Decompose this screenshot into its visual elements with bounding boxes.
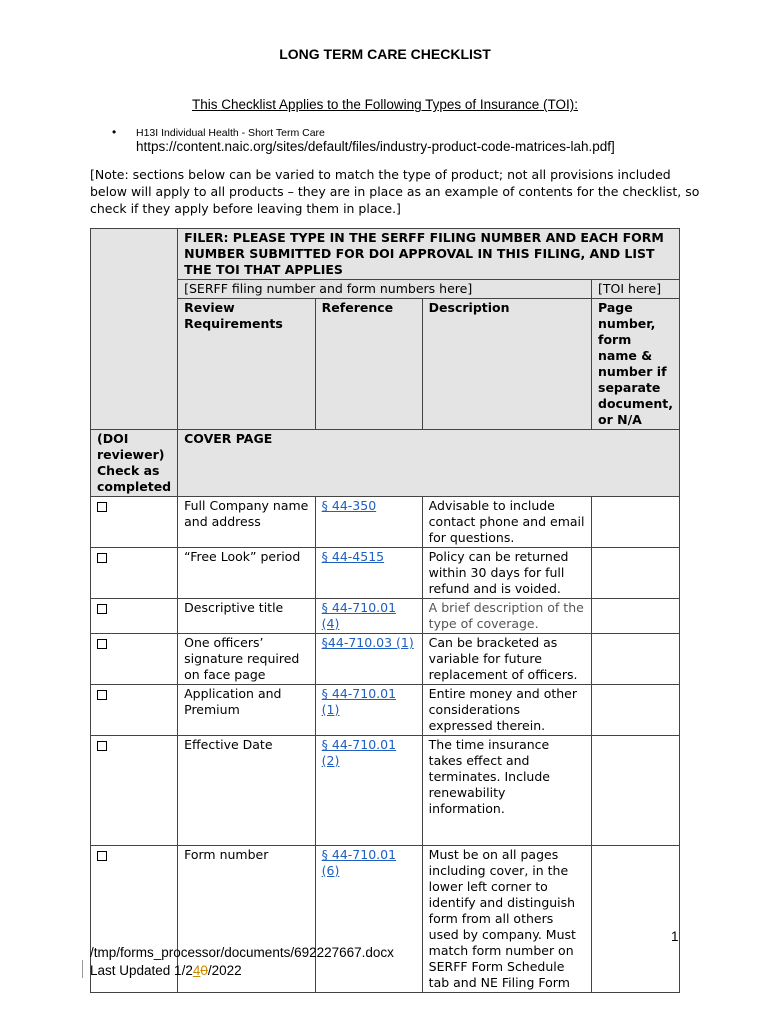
requirement-cell: “Free Look” period — [178, 548, 316, 599]
updated-prefix: Last Updated 1/2 — [90, 963, 193, 978]
toi-bullet-text: H13I Individual Health - Short Term Care — [136, 127, 325, 139]
description-cell: Can be bracketed as variable for future replacement of officers. — [422, 634, 591, 685]
page-number-cell[interactable] — [592, 736, 680, 846]
description-cell: Advisable to include contact phone and email for questions. — [422, 497, 591, 548]
page-number-cell[interactable] — [592, 548, 680, 599]
description-cell: Entire money and other considerations expressed therein. — [422, 685, 591, 736]
reference-cell — [315, 497, 422, 548]
tracked-deletion: 0 — [200, 963, 208, 978]
header-reference: Reference — [315, 299, 422, 430]
tracked-insertion: 4 — [192, 963, 201, 978]
checkbox[interactable] — [97, 690, 107, 700]
page-number-cell[interactable] — [592, 497, 680, 548]
header-description: Description — [422, 299, 591, 430]
footer — [90, 944, 394, 980]
page-number-cell[interactable] — [592, 846, 680, 993]
check-cell — [91, 599, 178, 634]
table-corner-cell — [91, 229, 178, 430]
reference-cell — [315, 736, 422, 846]
updated-suffix: /2022 — [207, 963, 242, 978]
table-row — [91, 685, 680, 736]
header-review: Review Requirements — [178, 299, 316, 430]
file-path: /tmp/forms_processor/documents/692227667.docx — [90, 945, 394, 960]
header-page: Page number, form name & number if separate document, or N/A — [592, 299, 680, 430]
reference-link[interactable]: § 44-710.01 (1) — [321, 686, 397, 717]
reference-cell — [315, 548, 422, 599]
table-row — [91, 497, 680, 548]
check-cell — [91, 497, 178, 548]
page-number-cell[interactable] — [592, 599, 680, 634]
requirement-cell: Full Company name and address — [178, 497, 316, 548]
requirement-cell: Form number — [178, 846, 316, 993]
reference-link[interactable]: §44-710.03 (1) — [321, 635, 414, 650]
page-number-cell[interactable] — [592, 634, 680, 685]
reference-cell — [315, 599, 422, 634]
requirement-cell: One officers’ signature required on face page — [178, 634, 316, 685]
filer-instruction: FILER: PLEASE TYPE IN THE SERFF FILING NUMBER AND EACH FORM NUMBER SUBMITTED FOR DOI APPROVAL IN THIS FILING, AND LIST THE TOI THAT APPLIES — [178, 229, 680, 280]
checkbox[interactable] — [97, 741, 107, 751]
toi-heading: This Checklist Applies to the Following Types of Insurance (TOI): — [192, 97, 578, 112]
last-updated — [90, 962, 394, 980]
table-row — [91, 736, 680, 846]
checklist-rows — [91, 497, 680, 993]
reference-link[interactable]: § 44-710.01 (4) — [321, 600, 397, 631]
table-row — [91, 634, 680, 685]
toi-list-item — [112, 125, 325, 139]
checkbox[interactable] — [97, 502, 107, 512]
description-cell: A brief description of the type of coverage. — [422, 599, 591, 634]
check-cell — [91, 634, 178, 685]
checkbox[interactable] — [97, 851, 107, 861]
description-cell: Policy can be returned within 30 days for full refund and is voided. — [422, 548, 591, 599]
check-cell — [91, 548, 178, 599]
table-row — [91, 548, 680, 599]
document-title: LONG TERM CARE CHECKLIST — [279, 46, 491, 62]
checklist-table — [90, 228, 680, 993]
reference-cell — [315, 685, 422, 736]
reference-link[interactable]: § 44-4515 — [321, 549, 385, 564]
requirement-cell: Descriptive title — [178, 599, 316, 634]
checkbox[interactable] — [97, 553, 107, 563]
description-cell: The time insurance takes effect and terminates. Include renewability information. — [422, 736, 591, 846]
checkbox[interactable] — [97, 639, 107, 649]
section-cover-page: COVER PAGE — [178, 430, 680, 497]
page-number: 1 — [671, 929, 679, 944]
requirement-cell: Application and Premium — [178, 685, 316, 736]
reference-link[interactable]: § 44-710.01 (6) — [321, 847, 397, 878]
description-cell: Must be on all pages including cover, in the lower left corner to identify and distinguish form from all others used by company. Must match form number on SERFF Form Schedule tab and NE Filing Form — [422, 846, 591, 993]
check-cell — [91, 685, 178, 736]
page-number-cell[interactable] — [592, 685, 680, 736]
note-paragraph: [Note: sections below can be varied to match the type of product; not all provisions included below will apply to all products – they are in place as an example of contents for the checklist, so check if they apply before leaving them in place.] — [90, 167, 700, 216]
header-doi: (DOI reviewer) Check as completed — [91, 430, 178, 497]
bullet-icon: • — [112, 125, 117, 139]
table-row — [91, 599, 680, 634]
reference-link[interactable]: § 44-710.01 (2) — [321, 737, 397, 768]
toi-url: https://content.naic.org/sites/default/files/industry-product-code-matrices-lah.pdf] — [136, 139, 615, 154]
reference-link[interactable]: § 44-350 — [321, 498, 377, 513]
check-cell — [91, 736, 178, 846]
serff-placeholder[interactable]: [SERFF filing number and form numbers here] — [178, 280, 592, 299]
checkbox[interactable] — [97, 604, 107, 614]
change-bar — [82, 960, 83, 978]
toi-placeholder[interactable]: [TOI here] — [592, 280, 680, 299]
requirement-cell: Effective Date — [178, 736, 316, 846]
reference-cell — [315, 634, 422, 685]
